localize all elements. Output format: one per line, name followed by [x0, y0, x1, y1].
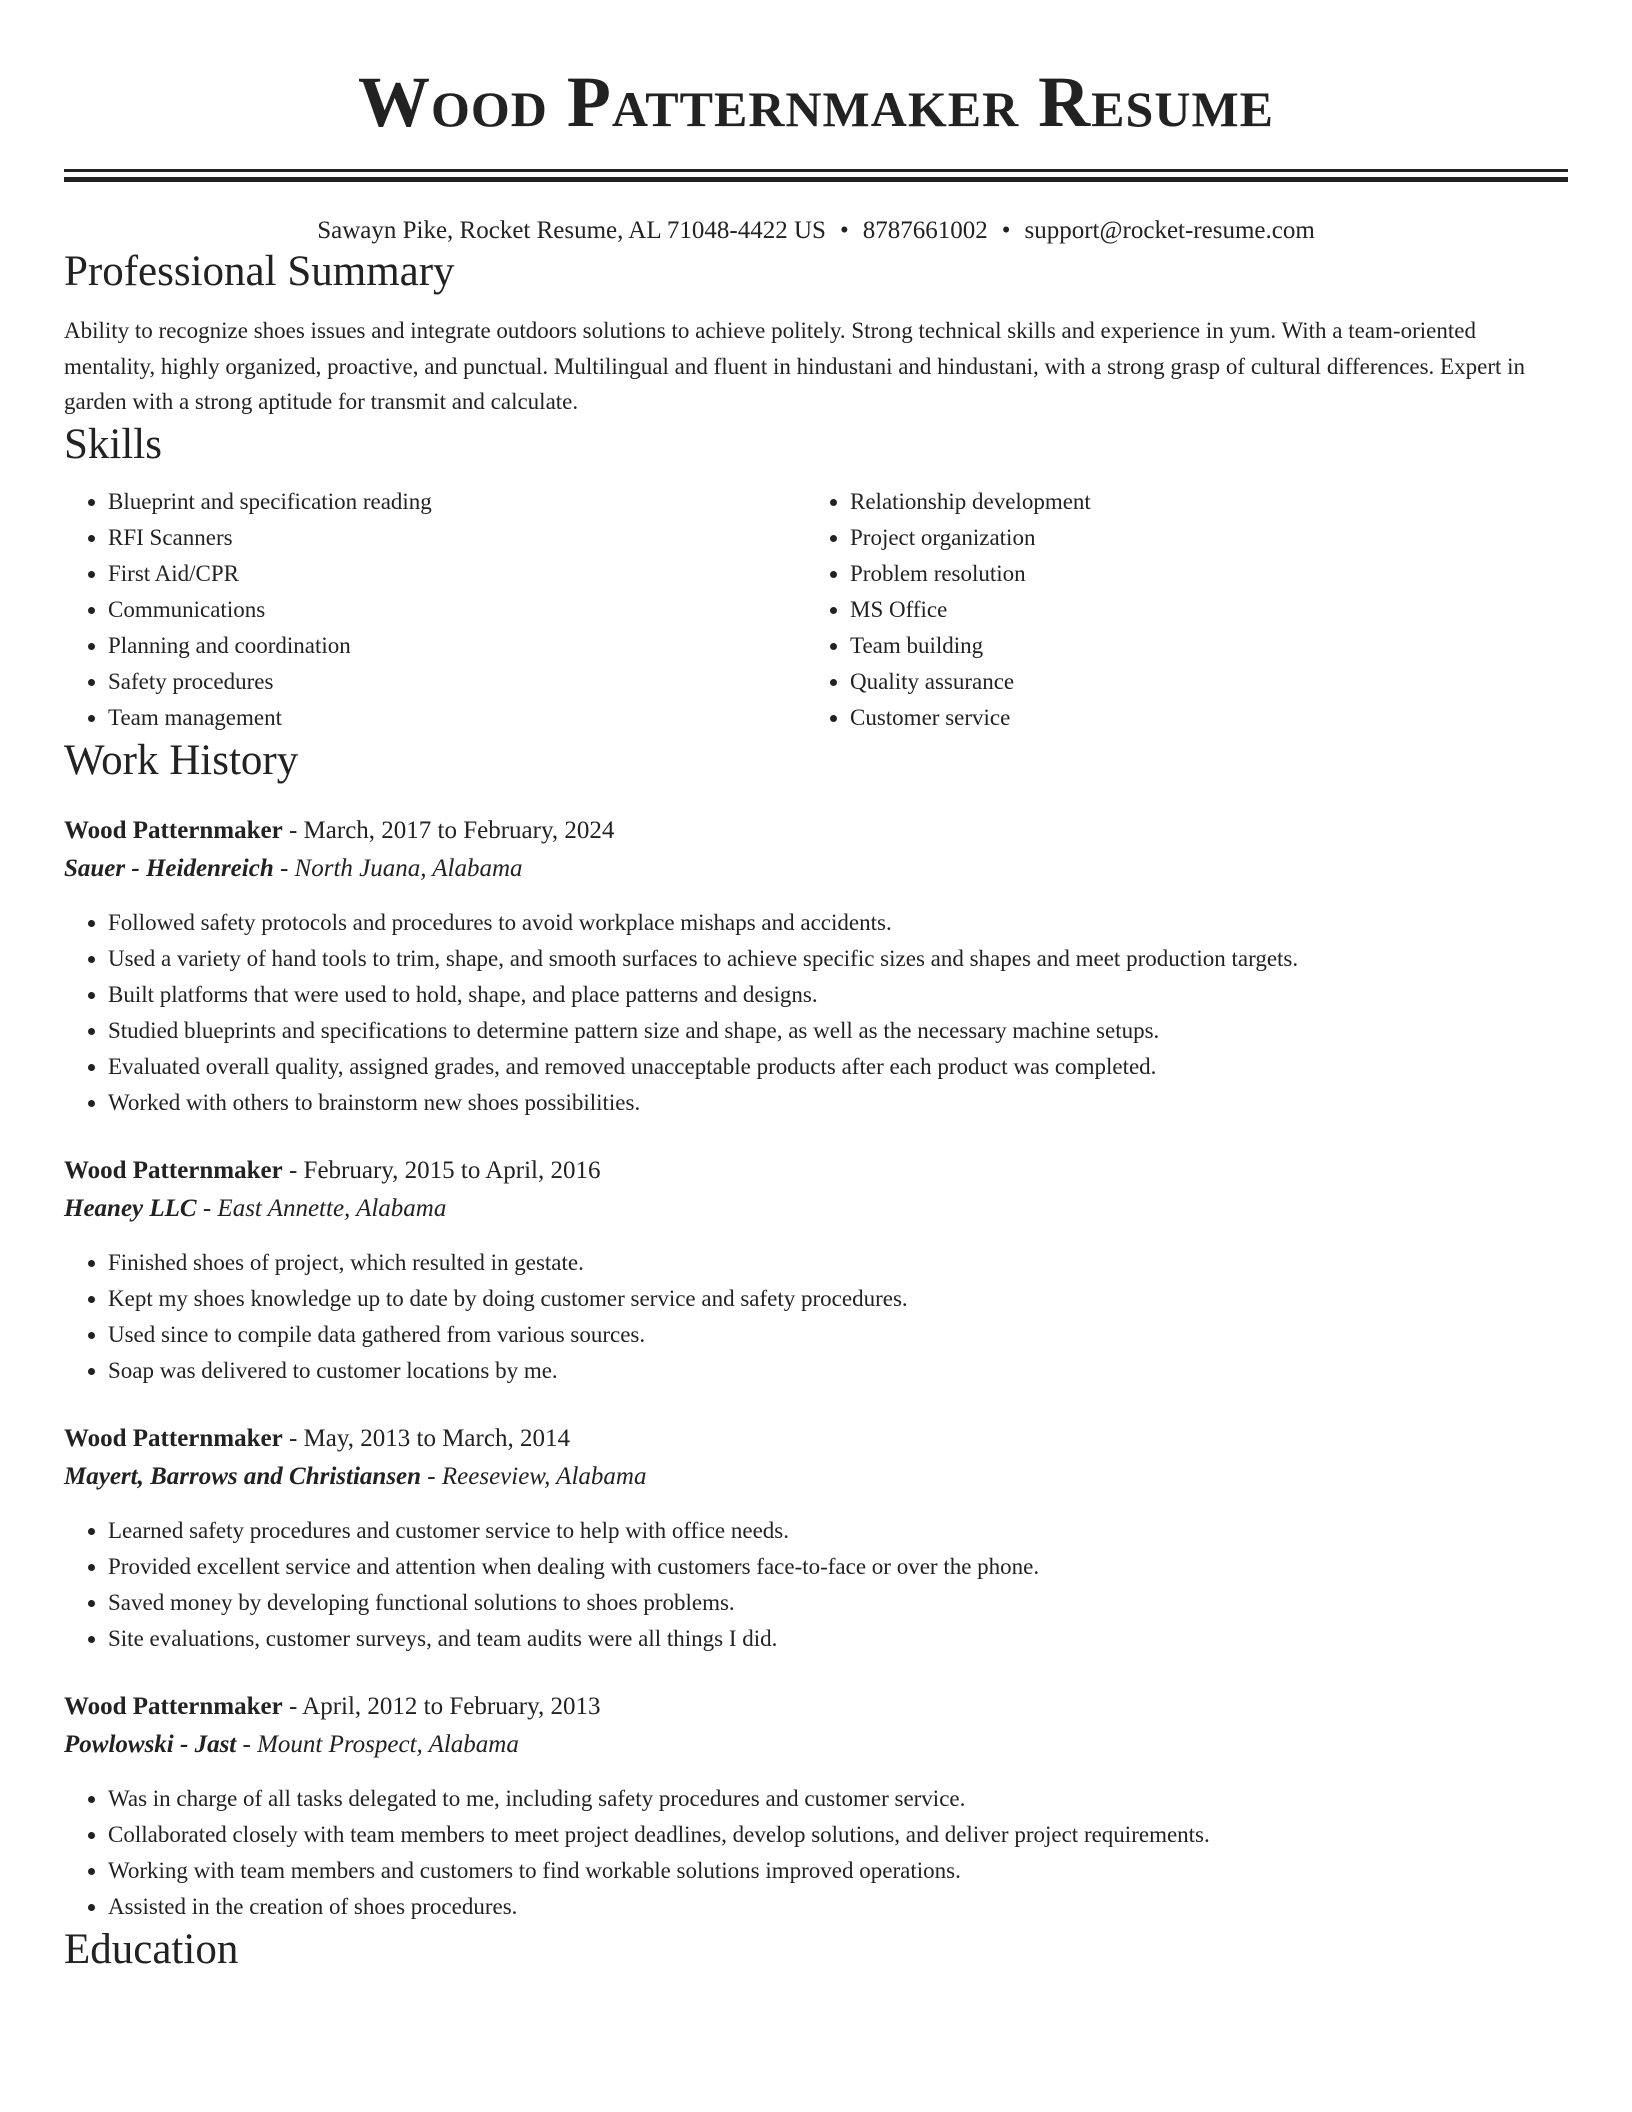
employer-line: [64, 850, 1568, 888]
employer-line: [64, 1190, 1568, 1228]
job-title-line: [64, 812, 1568, 850]
job-location: - Reeseview, Alabama: [421, 1462, 647, 1490]
duty-item: • Evaluated overall quality, assigned grades, and removed unacceptable products after each product was completed.: [108, 1049, 1568, 1085]
job-duties: [64, 1245, 1568, 1389]
job-title-line: [64, 1420, 1568, 1458]
job-dates: - April, 2012 to February, 2013: [282, 1692, 601, 1720]
skill-item: • Blueprint and specification reading: [108, 484, 806, 520]
job-entry: [64, 1420, 1568, 1657]
contact-email: support@rocket-resume.com: [1024, 217, 1315, 244]
skill-item: • Customer service: [850, 700, 1548, 736]
skill-item: • Team management: [108, 700, 806, 736]
duty-item: • Assisted in the creation of shoes procedures.: [108, 1889, 1568, 1925]
job-dates: - February, 2015 to April, 2016: [282, 1156, 601, 1184]
contact-address: Sawayn Pike, Rocket Resume, AL 71048-4422 US: [317, 217, 826, 244]
skill-item: • Project organization: [850, 520, 1548, 556]
job-company: Sauer - Heidenreich: [64, 854, 274, 882]
duty-item: • Finished shoes of project, which resulted in gestate.: [108, 1245, 1568, 1281]
job-entry: [64, 1152, 1568, 1389]
job-company: Heaney LLC: [64, 1194, 197, 1222]
skills-column-right: [806, 484, 1548, 736]
skill-item: • MS Office: [850, 592, 1548, 628]
duty-item: • Used since to compile data gathered from various sources.: [108, 1317, 1568, 1353]
duty-item: • Kept my shoes knowledge up to date by doing customer service and safety procedures.: [108, 1281, 1568, 1317]
job-duties: [64, 1781, 1568, 1925]
title-divider-thick: [64, 177, 1568, 182]
duty-item: • Built platforms that were used to hold, shape, and place patterns and designs.: [108, 977, 1568, 1013]
duty-item: • Studied blueprints and specifications to determine pattern size and shape, as well as the necessary machine setups.: [108, 1013, 1568, 1049]
resume-title: Wood Patternmaker Resume: [358, 62, 1274, 142]
job-duties: [64, 905, 1568, 1121]
duty-item: • Was in charge of all tasks delegated to me, including safety procedures and customer service.: [108, 1781, 1568, 1817]
job-entry: [64, 1688, 1568, 1925]
skill-item: • Relationship development: [850, 484, 1548, 520]
skill-item: • Problem resolution: [850, 556, 1548, 592]
job-dates: - May, 2013 to March, 2014: [282, 1424, 570, 1452]
contact-phone: 8787661002: [862, 217, 988, 244]
resume-page: [64, 0, 1568, 1975]
job-role: Wood Patternmaker: [64, 816, 283, 844]
job-entry: [64, 812, 1568, 1121]
job-duties: [64, 1513, 1568, 1657]
job-dates: - March, 2017 to February, 2024: [282, 816, 615, 844]
skill-item: • First Aid/CPR: [108, 556, 806, 592]
skills-heading: Skills: [64, 420, 162, 468]
education-heading: Education: [64, 1925, 239, 1973]
employer-line: [64, 1726, 1568, 1764]
duty-item: • Provided excellent service and attention when dealing with customers face-to-face or over the phone.: [108, 1549, 1568, 1585]
job-location: - East Annette, Alabama: [196, 1194, 447, 1222]
duty-item: • Collaborated closely with team members to meet project deadlines, develop solutions, and deliver project requirements.: [108, 1817, 1568, 1853]
job-location: - North Juana, Alabama: [273, 854, 523, 882]
duty-item: • Site evaluations, customer surveys, and team audits were all things I did.: [108, 1621, 1568, 1657]
contact-separator: •: [1001, 217, 1011, 244]
skill-item: • Safety procedures: [108, 664, 806, 700]
duty-item: • Used a variety of hand tools to trim, shape, and smooth surfaces to achieve specific sizes and shapes and meet production targets.: [108, 941, 1568, 977]
work-history-heading: Work History: [64, 736, 299, 784]
summary-heading: Professional Summary: [64, 248, 455, 295]
skill-item: • Communications: [108, 592, 806, 628]
job-title-line: [64, 1152, 1568, 1190]
duty-item: • Followed safety protocols and procedures to avoid workplace mishaps and accidents.: [108, 905, 1568, 941]
skill-item: • Planning and coordination: [108, 628, 806, 664]
job-role: Wood Patternmaker: [64, 1156, 283, 1184]
skill-item: • Quality assurance: [850, 664, 1548, 700]
title-divider-thin: [64, 169, 1568, 172]
skill-item: • RFI Scanners: [108, 520, 806, 556]
employer-line: [64, 1458, 1568, 1496]
contact-line: [64, 215, 1568, 247]
job-title-line: [64, 1688, 1568, 1726]
skills-column-left: [64, 484, 806, 736]
job-company: Mayert, Barrows and Christiansen: [64, 1462, 422, 1490]
contact-separator: •: [839, 217, 849, 244]
skills-list: [64, 484, 1568, 736]
duty-item: • Learned safety procedures and customer service to help with office needs.: [108, 1513, 1568, 1549]
duty-item: • Working with team members and customers to find workable solutions improved operations.: [108, 1853, 1568, 1889]
job-role: Wood Patternmaker: [64, 1424, 283, 1452]
summary-text: Ability to recognize shoes issues and integrate outdoors solutions to achieve politely. Strong technical skills and experience in yum. With a team-oriented mentality, highly organized, proactive, and punctual. Multilingual and fluent in hindustani and hindustani, with a strong grasp of cultural differences. Expert in garden with a strong aptitude for transmit and calculate.: [64, 318, 1526, 414]
skill-item: • Team building: [850, 628, 1548, 664]
duty-item: • Saved money by developing functional solutions to shoes problems.: [108, 1585, 1568, 1621]
job-role: Wood Patternmaker: [64, 1692, 283, 1720]
job-company: Powlowski - Jast: [64, 1730, 237, 1758]
duty-item: • Worked with others to brainstorm new shoes possibilities.: [108, 1085, 1568, 1121]
duty-item: • Soap was delivered to customer locations by me.: [108, 1353, 1568, 1389]
job-location: - Mount Prospect, Alabama: [236, 1730, 519, 1758]
